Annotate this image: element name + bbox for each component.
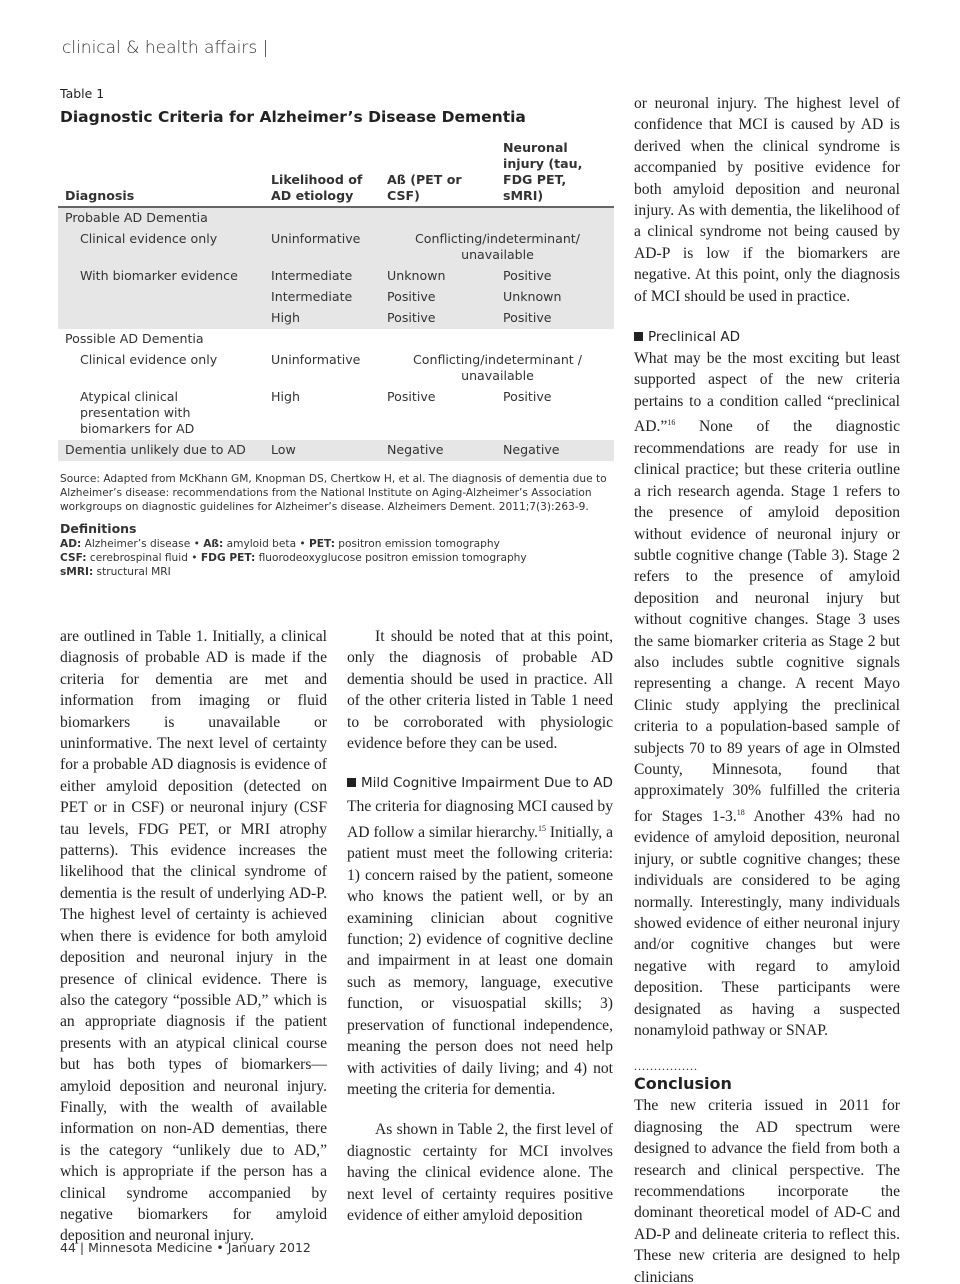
header-diagnosis: Diagnosis xyxy=(58,140,264,207)
page-footer: 44 | Minnesota Medicine • January 2012 xyxy=(60,1240,311,1255)
table-definitions xyxy=(60,521,620,579)
reference: 16 xyxy=(667,418,676,428)
text: The criteria for diagnosing MCI caused by AD follow a similar hierarchy. xyxy=(347,798,613,842)
table-row xyxy=(58,229,614,266)
cell: Dementia unlikely due to AD xyxy=(58,440,264,461)
definition: amyloid beta • xyxy=(223,538,310,550)
term: Aß: xyxy=(203,538,224,550)
definition: structural MRI xyxy=(93,566,171,578)
cell: Positive xyxy=(387,389,436,404)
cell: Negative xyxy=(380,440,496,461)
table-row xyxy=(58,440,614,461)
cell: Unknown xyxy=(380,266,496,287)
cell: Positive xyxy=(496,266,614,287)
conclusion-heading: Conclusion xyxy=(634,1074,732,1094)
cell: Positive xyxy=(380,287,496,308)
definition: positron emission tomography xyxy=(334,538,500,550)
table-row xyxy=(58,266,614,287)
header-abeta: Aß (PET or CSF) xyxy=(380,140,496,207)
header-neuronal: Neuronal injury (tau, FDG PET, sMRI) xyxy=(496,140,614,207)
table-title: Diagnostic Criteria for Alzheimer’s Disease Dementia xyxy=(60,108,526,126)
section-heading xyxy=(634,328,900,346)
cell: Atypical clinical presentation with biomarkers for AD xyxy=(80,389,195,436)
term: CSF: xyxy=(60,552,87,564)
reference: 15 xyxy=(537,823,546,833)
paragraph: are outlined in Table 1. Initially, a clinical diagnosis of probable AD is made if the criteria for dementia are met and information from imaging or fluid biomarkers is unavailable or uninformative. The next level of certainty for a probable AD diagnosis is evidence of either amyloid deposition (detected on PET or in CSF) or neuronal injury (CSF tau levels, FDG PET, or MRI atrophy patterns). This evidence increases the likelihood that the clinical syndrome of dementia is the result of underlying AD-P. The highest level of certainty is achieved when there is evidence for both amyloid deposition and neuronal injury in the presence of clinical evidence. There is also the category “possible AD,” which is an appropriate diagnosis if the patient presents with an atypical clinical course but has both types of biomarkers—amyloid deposition and neuronal injury. Finally, with the wealth of available information on non-AD dementias, there is the category “unlikely due to AD,” which is appropriate if the person has a clinical syndrome accompanied by negative biomarkers for amyloid deposition and neuronal injury. xyxy=(60,628,327,1245)
term: AD: xyxy=(60,538,82,550)
paragraph xyxy=(634,348,900,1041)
definition: fluorodeoxyglucose positron emission tomography xyxy=(255,552,527,564)
header-likelihood: Likelihood of AD etiology xyxy=(264,140,380,207)
square-bullet-icon xyxy=(634,332,643,341)
definitions-title: Definitions xyxy=(60,521,137,536)
text: Another 43% had no evidence of amyloid deposition, neuronal injury, or subtle cognitive changes; these individuals are considered to be aging normally. Interestingly, many individuals showed evidence of either neuronal injury and/or cognitive changes but were negative with regard to amyloid deposition. These participants were designated as having a suspected nonamyloid pathway or SNAP. xyxy=(634,807,900,1040)
paragraph: or neuronal injury. The highest level of confidence that MCI is caused by AD is derived when the clinical syndrome is accompanied by positive evidence for both amyloid deposition and neuronal injury. As with dementia, the likelihood of a clinical syndrome not being caused by AD-P is low if the biomarkers are negative. At this point, only the diagnosis of MCI should be used in practice. xyxy=(634,95,900,305)
divider-dots: ................ xyxy=(634,1059,698,1074)
table-row xyxy=(58,387,614,440)
cell: High xyxy=(264,308,380,329)
text: What may be the most exciting but least supported aspect of the new criteria pertains to a condition called “preclinical AD.” xyxy=(634,350,900,436)
cell: Uninformative xyxy=(264,229,380,266)
cell: Intermediate xyxy=(264,266,380,287)
cell: With biomarker evidence xyxy=(58,266,264,287)
square-bullet-icon xyxy=(347,778,356,787)
text: Initially, a patient must meet the following criteria: 1) concern raised by the patient, someone who knows the patient well, or by an examining clinician about cognitive function; 2) evidence of cognitive decline and impairment in at least one domain such as memory, language, executive function, or visuospatial skills; 3) preservation of functional independence, meaning the person does not need help with activities of daily living; and 4) not meeting the criteria for dementia. xyxy=(347,824,613,1098)
cell: Conflicting/indeterminant / unavailable xyxy=(413,352,582,383)
cell: High xyxy=(271,389,300,404)
definition: Alzheimer’s disease • xyxy=(81,538,204,550)
table-label: Table 1 xyxy=(60,86,105,101)
cell: Positive xyxy=(380,308,496,329)
cell: Clinical evidence only xyxy=(80,352,218,367)
table-row xyxy=(58,350,614,387)
cell: Conflicting/indeterminant/ unavailable xyxy=(380,229,614,266)
definition: cerebrospinal fluid • xyxy=(86,552,201,564)
term: FDG PET: xyxy=(200,552,256,564)
table-header-row xyxy=(58,140,614,207)
cell: Uninformative xyxy=(271,352,361,367)
paragraph xyxy=(347,796,613,1100)
reference: 18 xyxy=(736,807,745,817)
cell: Positive xyxy=(496,308,614,329)
heading-text: Preclinical AD xyxy=(648,329,741,346)
paragraph: It should be noted that at this point, only the diagnosis of probable AD dementia should be used in practice. All of the other criteria listed in Table 1 need to be corroborated with physiologic evidence before they can be used. xyxy=(347,628,613,753)
group-label: Possible AD Dementia xyxy=(65,331,204,346)
cell: Clinical evidence only xyxy=(58,229,264,266)
criteria-table xyxy=(58,140,614,461)
table-row xyxy=(58,308,614,329)
section-heading xyxy=(347,774,613,792)
paragraph: As shown in Table 2, the first level of diagnostic certainty for MCI involves having the clinical evidence alone. The next level of certainty requires positive evidence of either amyloid deposition xyxy=(347,1121,613,1224)
cell: Low xyxy=(264,440,380,461)
cell: Negative xyxy=(496,440,614,461)
term: PET: xyxy=(309,538,335,550)
cell: Positive xyxy=(503,389,552,404)
group-label: Probable AD Dementia xyxy=(58,207,614,229)
term: sMRI: xyxy=(60,566,94,578)
section-header: clinical & health affairs | xyxy=(62,38,269,58)
table-source: Source: Adapted from McKhann GM, Knopman DS, Chertkow H, et al. The diagnosis of dementia due to Alzheimer’s disease: recommendations from the National Institute on Aging-Alzheimer’s Association workgroups on diagnostic guidelines for Alzheimer’s disease. Alzheimers Dement. 2011;7(3):263-9. xyxy=(60,473,607,513)
cell: Intermediate xyxy=(264,287,380,308)
heading-text: Mild Cognitive Impairment Due to AD xyxy=(361,775,613,792)
column-3 xyxy=(634,93,900,1284)
table-row xyxy=(58,329,614,350)
text: None of the diagnostic recommendations are ready for use in clinical practice; but these criteria outline a rich research agenda. Stage 1 refers to the presence of amyloid deposition without evidence of neuronal injury or subtle cognitive change (Table 3). Stage 2 refers to the presence of amyloid deposition and neuronal injury but without cognitive changes. Stage 3 uses the same biomarker criteria as Stage 2 but also includes subtle cognitive signals representing a change. A recent Mayo Clinic study applying the preclinical criteria to a population-based sample of subjects 70 to 89 years of age in Olmsted County, Minnesota, found that approximately 30% fulfilled the criteria for Stages 1-3. xyxy=(634,418,900,825)
table-row xyxy=(58,287,614,308)
paragraph: The new criteria issued in 2011 for diagnosing the AD spectrum were designed to advance the field from both a research and clinical perspective. The recommendations incorporate the dominant theoretical model of AD-C and AD-P and delineate criteria to reflect this. These new criteria are designed to help clinicians xyxy=(634,1097,900,1284)
table-row xyxy=(58,207,614,229)
cell: Unknown xyxy=(496,287,614,308)
column-2 xyxy=(347,626,613,1226)
column-1 xyxy=(60,626,327,1247)
